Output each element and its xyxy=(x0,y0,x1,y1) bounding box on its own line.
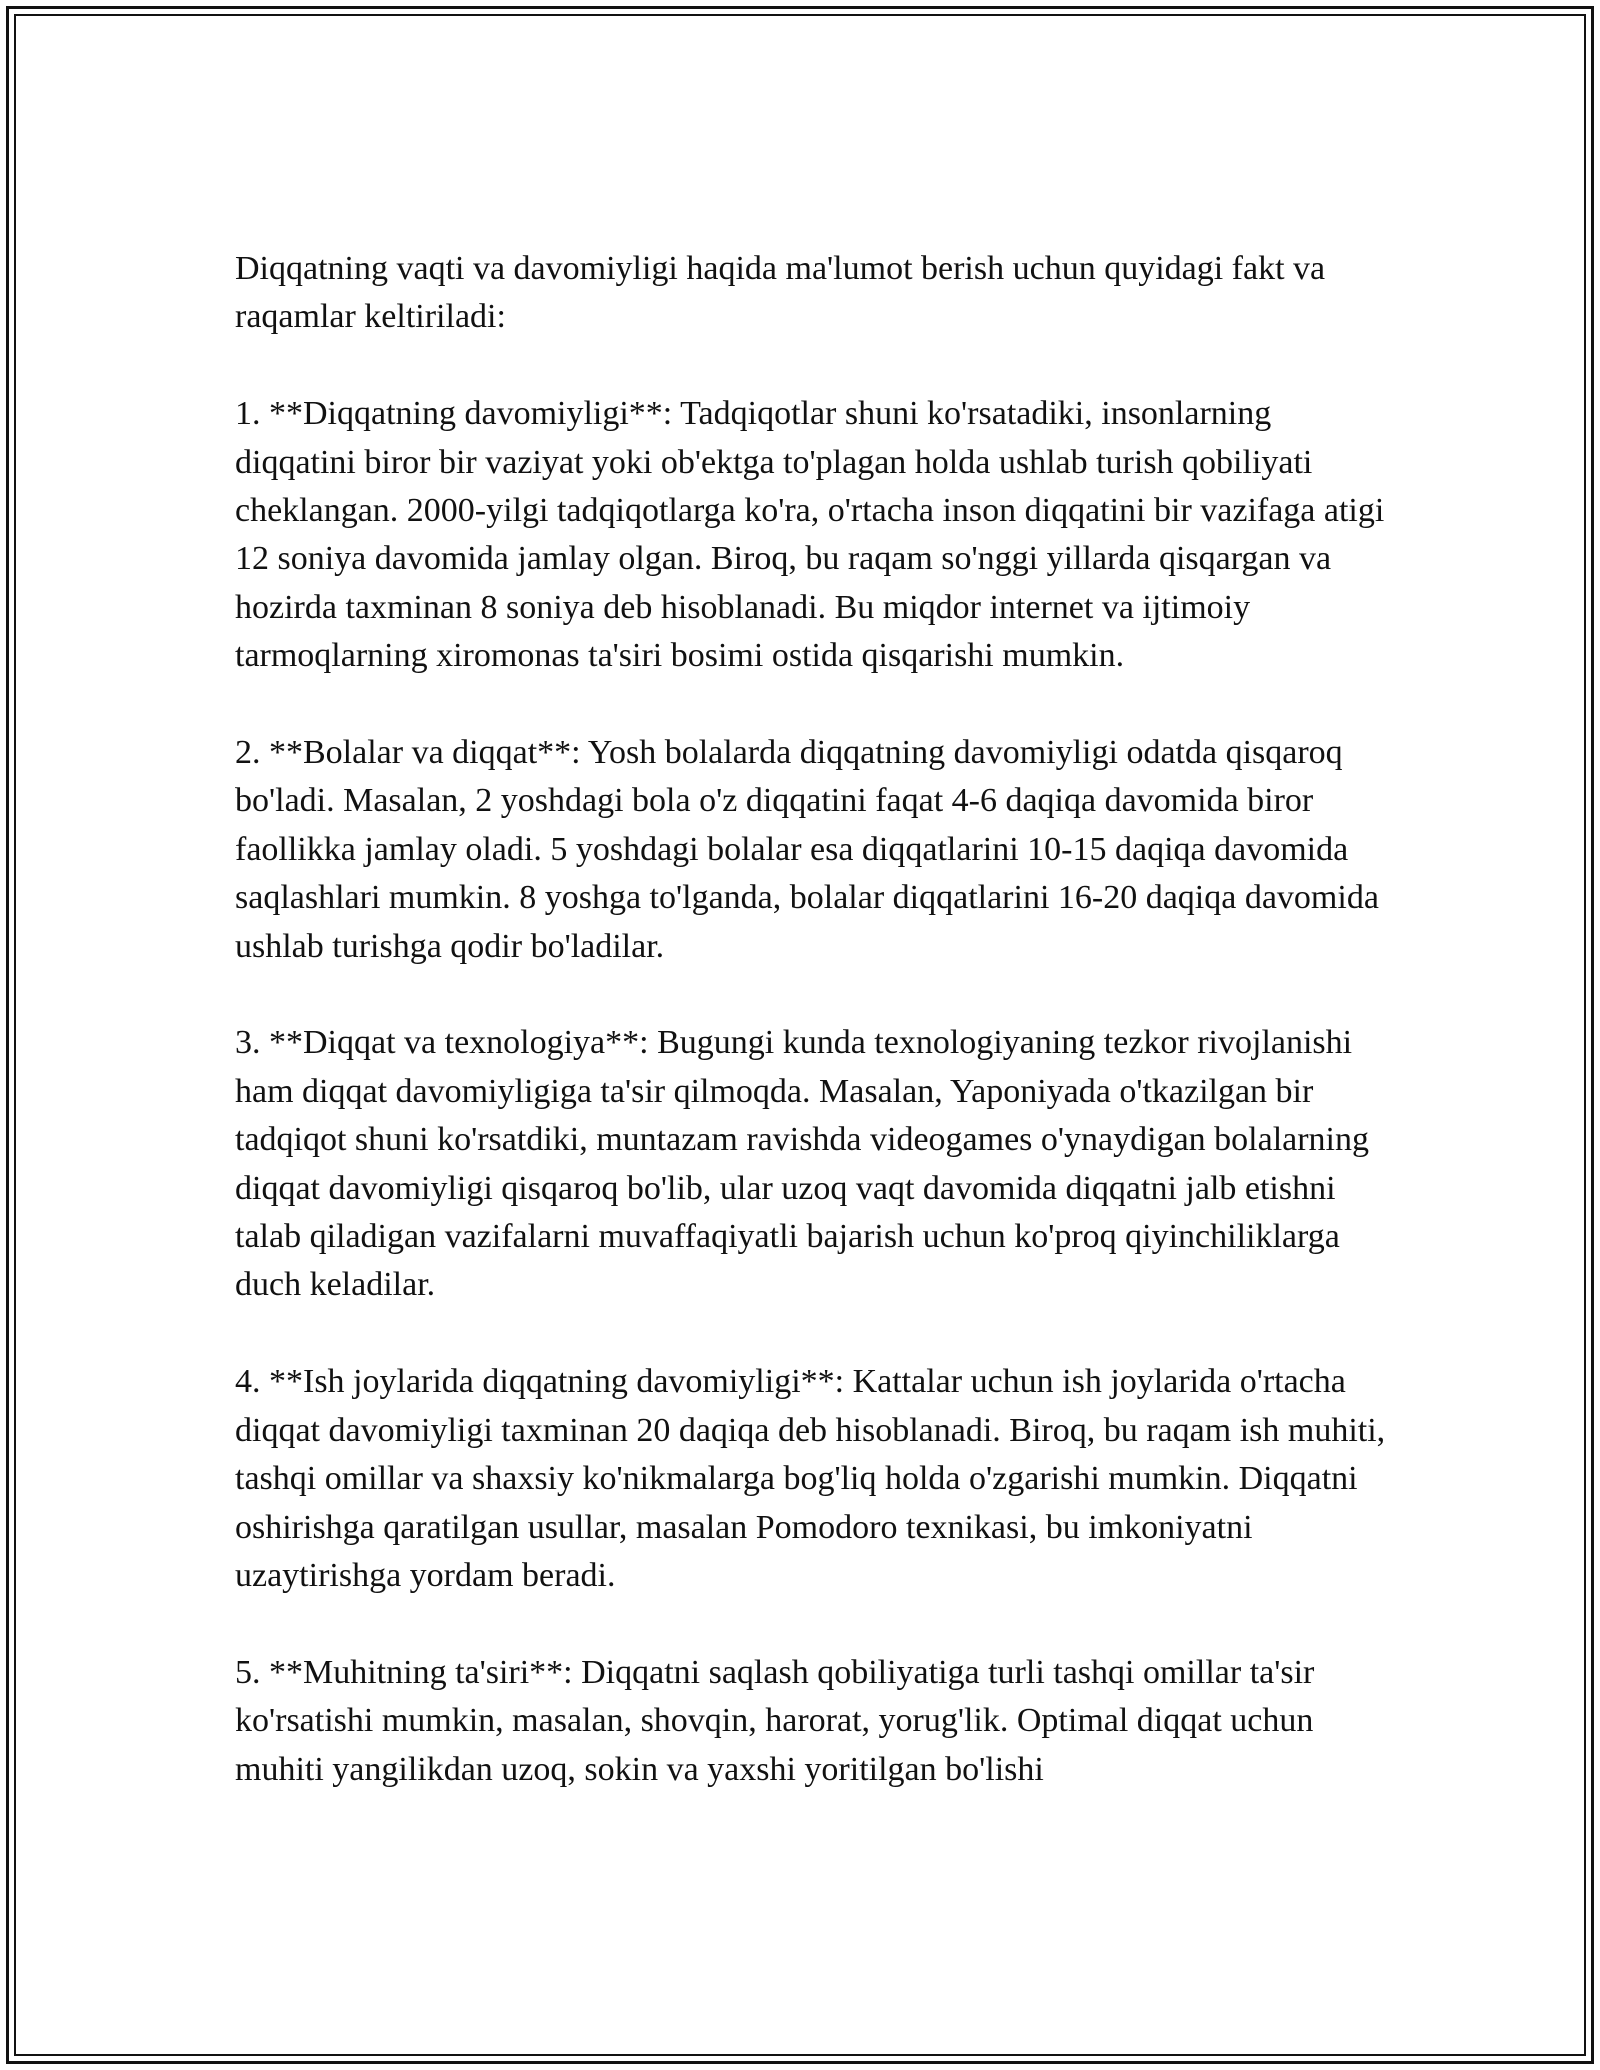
section-paragraph-3: 3. **Diqqat va texnologiya**: Bugungi kunda texnologiyaning tezkor rivojlanishi ham diqqat davomiyligiga ta'sir qilmoqda. Masalan, Yaponiyada o'tkazilgan bir tadqiqot shuni ko'rsatdiki, muntazam ravishda videogames o'ynaydigan bolalarning diqqat davomiyligi qisqaroq bo'lib, ular uzoq vaqt davomida diqqatni jalb etishni talab qiladigan vazifalarni muvaffaqiyatli bajarish uchun ko'proq qiyinchiliklarga duch keladilar. xyxy=(235,1024,1370,1304)
section-paragraph-4: 4. **Ish joylarida diqqatning davomiyligi**: Kattalar uchun ish joylarida o'rtacha diqqat davomiyligi taxminan 20 daqiqa deb hisoblanadi. Biroq, bu raqam ish muhiti, tashqi omillar va shaxsiy ko'nikmalarga bog'liq holda o'zgarishi mumkin. Diqqatni oshirishga qaratilgan usullar, masalan Pomodoro texnikasi, bu imkoniyatni uzaytirishga yordam beradi. xyxy=(235,1363,1386,1594)
document-body xyxy=(235,245,1395,1842)
intro-paragraph: Diqqatning vaqti va davomiyligi haqida ma'lumot berish uchun quyidagi fakt va raqamlar keltiriladi: xyxy=(235,250,1326,336)
section-paragraph-2: 2. **Bolalar va diqqat**: Yosh bolalarda diqqatning davomiyligi odatda qisqaroq bo'ladi. Masalan, 2 yoshdagi bola o'z diqqatini faqat 4-6 daqiqa davomida biror faollikka jamlay oladi. 5 yoshdagi bolalar esa diqqatlarini 10-15 daqiqa davomida saqlashlari mumkin. 8 yoshga to'lganda, bolalar diqqatlarini 16-20 daqiqa davomida ushlab turishga qodir bo'ladilar. xyxy=(235,734,1379,965)
section-paragraph-1: 1. **Diqqatning davomiyligi**: Tadqiqotlar shuni ko'rsatadiki, insonlarning diqqatini biror bir vaziyat yoki ob'ektga to'plagan holda ushlab turish qobiliyati cheklangan. 2000-yilgi tadqiqotlarga ko'ra, o'rtacha inson diqqatini bir vazifaga atigi 12 soniya davomida jamlay olgan. Biroq, bu raqam so'nggi yillarda qisqargan va hozirda taxminan 8 soniya deb hisoblanadi. Bu miqdor internet va ijtimoiy tarmoqlarning xiromonas ta'siri bosimi ostida qisqarishi mumkin. xyxy=(235,395,1385,675)
section-paragraph-5: 5. **Muhitning ta'siri**: Diqqatni saqlash qobiliyatiga turli tashqi omillar ta'sir ko'rsatishi mumkin, masalan, shovqin, harorat, yorug'lik. Optimal diqqat uchun muhiti yangilikdan uzoq, sokin va yaxshi yoritilgan bo'lishi xyxy=(235,1653,1315,1788)
